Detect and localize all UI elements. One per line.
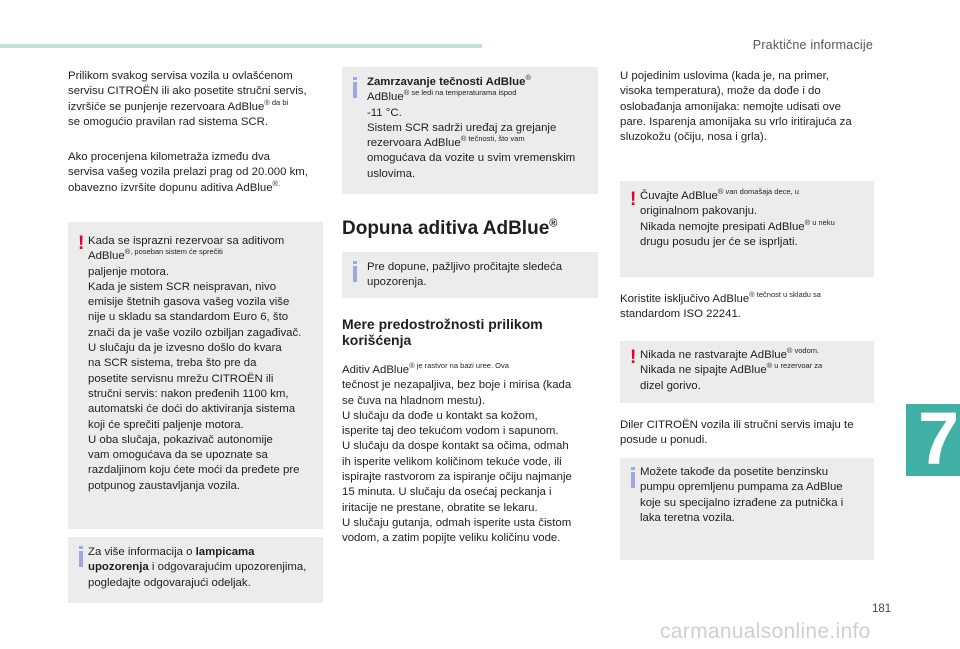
subheading-precautions: Mere predostrožnosti prilikom korišćenja xyxy=(342,316,543,348)
info-icon xyxy=(353,82,357,98)
info-icon xyxy=(353,266,357,282)
section-title: Praktične informacije xyxy=(752,38,873,52)
paragraph-service-refill: Prilikom svakog servisa vozila u ovlašćenom servisu CITROËN ili ako posetite stručni servis, izvršiće se punjenje rezervoara AdBlue$^{® da bi}$ se omogućio pravilan rad sistema SCR. xyxy=(68,70,307,128)
watermark: carmanualsonline.info xyxy=(660,620,871,643)
warning-box-dilution: ! Nikada ne rastvarajte AdBlue$^{® vodom.}$ Nikada ne sipajte AdBlue$^{® u rezervoar za}$ dizel gorivo. xyxy=(620,341,874,403)
chapter-number: 7 xyxy=(918,397,960,480)
warning-box-storage: ! Čuvajte AdBlue$^{® van domašaja dece, u}$ originalnom pakovanju. Nikada nemojte presipati AdBlue$^{® u neku}$ drugu posudu jer će se isprljati. xyxy=(620,181,874,277)
warning-box-empty-tank: ! Kada se isprazni rezervoar sa aditivom AdBlue$^{®, poseban sistem će sprečiti}$ paljenje motora. Kada je sistem SCR neispravan, nivo emisije štetnih gasova vašeg vozila više nije u skladu sa standardom Euro 6, što znači da je vaše vozilo ozbiljan zagađivač. U slučaju da je izvesno došlo do kvara na SCR sistema, treba što pre da posetite servisnu mrežu CITROËN ili stručni servis: nakon pređenih 1100 km, automatski će doći do aktiviranja sistema koji će sprečiti paljenje motora. U oba slučaja, pokazivač autonomije vam omogućava da se upoznate sa razdaljinom koju ćete moći da pređete pre potpunog zaustavljanja vozila. xyxy=(68,222,323,529)
warning-exclamation-icon: ! xyxy=(630,189,637,210)
warning-exclamation-icon: ! xyxy=(630,347,637,368)
paragraph-ammonia: U pojedinim uslovima (kada je, na primer, visoka temperatura), može da dođe i do oslobađanja amonijaka: nemojte udisati ove pare. Isparenja amonijaka su vrlo iritirajuća za sluzokožu (očiju, nosa i grla). xyxy=(620,70,852,144)
paragraph-precautions: Aditiv AdBlue$^{® je rastvor na bazi uree. Ova}$ tečnost je nezapaljiva, bez boje i mirisa (kada se čuva na hladnom mestu). U slučaju da dođe u kontakt sa kožom, isperite taj deo tekućom vodom i sapunom. U slučaju da dospe kontakt sa očima, odmah ih isperite velikom količinom tekuće vode, ili ispirajte rastvorom za ispiranje očiju najmanje 15 minuta. U slučaju da osećaj peckanja i iritacije ne prestane, obratite se lekaru. U slučaju gutanja, odmah isperite usta čistom vodom, a zatim popijte veliku količinu vode. xyxy=(342,361,572,545)
info-icon xyxy=(631,472,635,488)
info-box-warning-lamps: Za više informacija o lampicama upozorenja i odgovarajućim upozorenjima, pogledajte odgovarajući odeljak. xyxy=(68,537,323,603)
info-box-freezing: Zamrzavanje tečnosti AdBlue® AdBlue$^{® se ledi na temperaturama ispod}$ -11 °C. Sistem SCR sadrži uređaj za grejanje rezervoara AdBlue$^{® tečnosti, što vam}$ omogućava da vozite u svim vremenskim uslovima. xyxy=(342,67,598,194)
info-box-gas-station: Možete takođe da posetite benzinsku pumpu opremljenu pumpama za AdBlue koje su specijalno izrađene za putnička i laka teretna vozila. xyxy=(620,458,874,560)
warning-exclamation-icon: ! xyxy=(78,233,85,254)
info-box-read-warnings: Pre dopune, pažljivo pročitajte sledeća upozorenja. xyxy=(342,252,598,298)
paragraph-dealer: Diler CITROËN vozila ili stručni servis imaju te posude u ponudi. xyxy=(620,419,854,447)
section-heading-refill: Dopuna aditiva AdBlue® xyxy=(342,217,558,239)
info-icon xyxy=(79,551,83,567)
paragraph-mileage: Ako procenjena kilometraža između dva servisa vašeg vozila prelazi prag od 20.000 km, obavezno izvršite dopunu aditiva AdBlue®. xyxy=(68,151,308,194)
header-accent-bar xyxy=(0,44,482,48)
page-number: 181 xyxy=(872,603,892,615)
paragraph-iso-standard: Koristite isključivo AdBlue$^{® tečnost u skladu sa}$ standardom ISO 22241. xyxy=(620,290,821,321)
